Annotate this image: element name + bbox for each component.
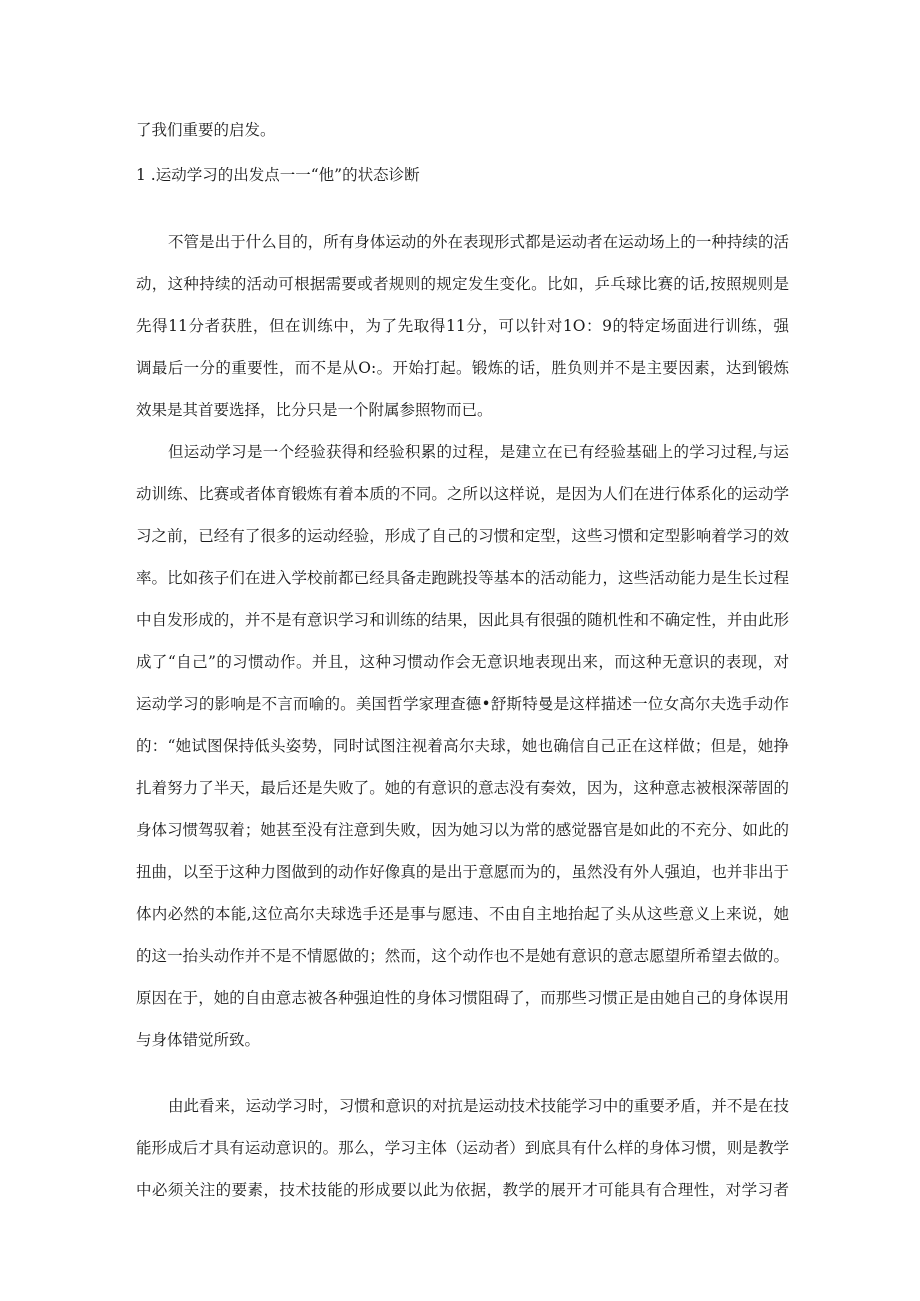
paragraph-line: 由此看来，运动学习时，习惯和意识的对抗是运动技术技能学习中的重要矛盾，并不是在技 <box>168 1097 789 1115</box>
paragraph-line: 不管是出于什么目的，所有身体运动的外在表现形式都是运动者在运动场上的一种持续的活 <box>168 233 789 251</box>
paragraph-line: 扎着努力了半天，最后还是失败了。她的有意识的意志没有奏效，因为，这种意志被根深蒂固的 <box>136 779 789 797</box>
paragraph-line: 能形成后才具有运动意识的。那么，学习主体（运动者）到底具有什么样的身体习惯，则是教学 <box>136 1139 789 1157</box>
paragraph-line: 但运动学习是一个经验获得和经验积累的过程，是建立在已有经验基础上的学习过程,与运 <box>168 443 789 461</box>
intro-tail-line: 了我们重要的启发。 <box>136 121 276 139</box>
paragraph-line: 先得11分者获胜，但在训练中，为了先取得11分，可以针对1O：9的特定场面进行训练，强 <box>136 317 789 335</box>
paragraph-line: 动训练、比赛或者体育锻炼有着本质的不同。之所以这样说，是因为人们在进行体系化的运动学 <box>136 485 789 503</box>
paragraph-line: 扭曲，以至于这种力图做到的动作好像真的是出于意愿而为的，虽然没有外人强迫，也并非出于 <box>136 863 789 881</box>
paragraph-line: 中必须关注的要素，技术技能的形成要以此为依据，教学的展开才可能具有合理性，对学习者 <box>136 1181 789 1199</box>
paragraph-line: 成了“自己”的习惯动作。并且，这种习惯动作会无意识地表现出来，而这种无意识的表现，对 <box>136 653 789 671</box>
paragraph-line: 率。比如孩子们在进入学校前都已经具备走跑跳投等基本的活动能力，这些活动能力是生长过程 <box>136 569 789 587</box>
paragraph-line: 调最后一分的重要性，而不是从O:。开始打起。锻炼的话，胜负则并不是主要因素，达到锻炼 <box>136 359 789 377</box>
paragraph-line: 与身体错觉所致。 <box>136 1031 261 1049</box>
paragraph-line: 原因在于，她的自由意志被各种强迫性的身体习惯阻碍了，而那些习惯正是由她自己的身体误用 <box>136 989 789 1007</box>
paragraph-line: 运动学习的影响是不言而喻的。美国哲学家理查德•舒斯特曼是这样描述一位女高尔夫选手动作 <box>136 695 789 713</box>
paragraph-line: 的这一抬头动作并不是不情愿做的；然而，这个动作也不是她有意识的意志愿望所希望去做的。 <box>136 947 789 965</box>
paragraph-line: 效果是其首要选择，比分只是一个附属参照物而已。 <box>136 401 493 419</box>
paragraph-line: 体内必然的本能,这位高尔夫球选手还是事与愿违、不由自主地抬起了头从这些意义上来说，她 <box>136 905 789 923</box>
paragraph-line: 中自发形成的，并不是有意识学习和训练的结果，因此具有很强的随机性和不确定性，并由此形 <box>136 611 789 629</box>
paragraph-line: 动，这种持续的活动可根据需要或者规则的规定发生变化。比如，乒乓球比赛的话,按照规则是 <box>136 275 789 293</box>
paragraph-line: 习之前，已经有了很多的运动经验，形成了自己的习惯和定型，这些习惯和定型影响着学习的效 <box>136 527 789 545</box>
paragraph-line: 身体习惯驾驭着；她甚至没有注意到失败，因为她习以为常的感觉器官是如此的不充分、如此的 <box>136 821 789 839</box>
paragraph-line: 的：“她试图保持低头姿势，同时试图注视着高尔夫球，她也确信自己正在这样做；但是，她挣 <box>136 737 789 755</box>
section-heading: 1 .运动学习的出发点一一“他”的状态诊断 <box>136 166 420 184</box>
